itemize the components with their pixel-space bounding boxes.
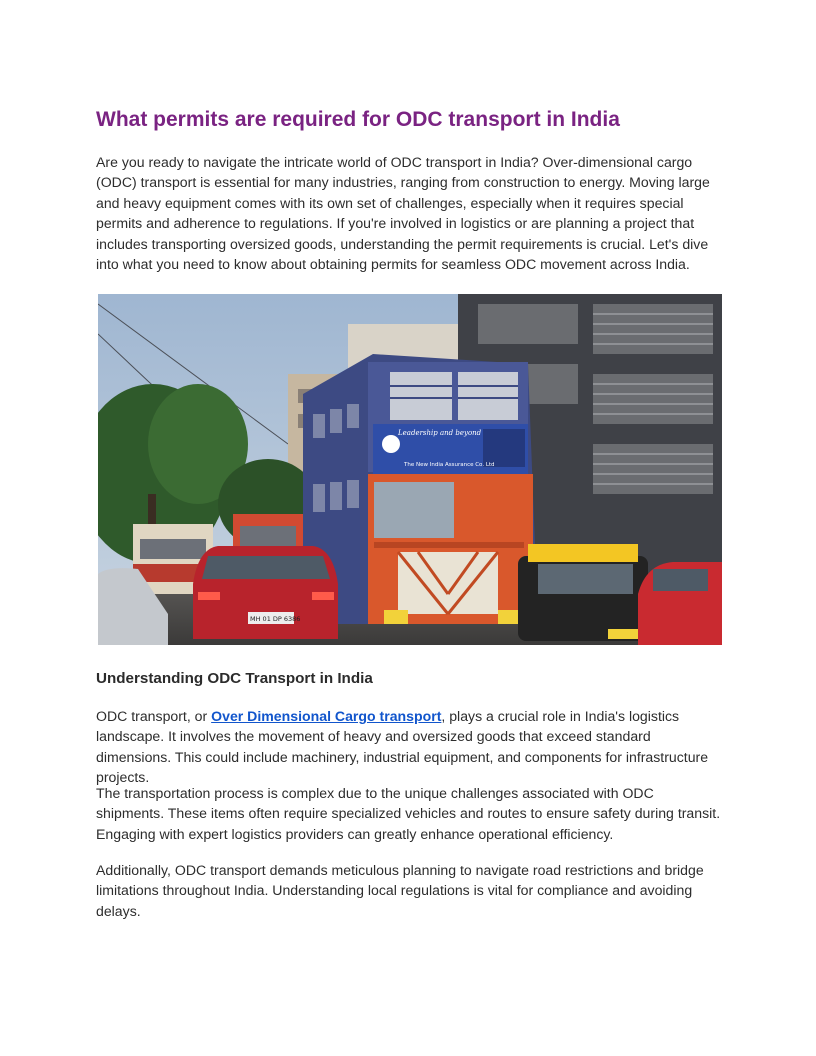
bus-banner-company: The New India Assurance Co. Ltd xyxy=(404,462,495,468)
p1-text-before: ODC transport, or xyxy=(96,708,212,724)
odc-transport-link[interactable]: Over Dimensional Cargo transport xyxy=(211,708,442,724)
section-paragraph-2: The transportation process is complex due to the unique challenges associated with ODC shipments. These items often require specialized vehicles and routes to ensure safety during transit. Engaging with expert logistics providers can greatly enhance operational efficiency. xyxy=(96,785,721,842)
taxi xyxy=(518,544,648,641)
bus-street-photo xyxy=(98,294,722,645)
section-heading: Understanding ODC Transport in India xyxy=(96,670,373,687)
car-license-plate: MH 01 DP 6386 xyxy=(250,615,301,623)
bus-banner-tagline: Leadership and beyond xyxy=(398,429,482,437)
double-decker-bus xyxy=(303,354,538,624)
red-car xyxy=(193,546,338,639)
section-paragraph-3: Additionally, ODC transport demands meticulous planning to navigate road restrictions and bridge limitations throughout India. Understanding local regulations is vital for compliance and avoiding delays. xyxy=(96,862,704,919)
p1-text-after: , plays a crucial role in India's logistics landscape. It involves the movement of heavy and oversized goods that exceed standard dimensions. This could include machinery, industrial equipment, and components for infrastructure projects. xyxy=(96,708,709,786)
section-paragraph-1 xyxy=(96,706,724,788)
page-title: What permits are required for ODC transport in India xyxy=(96,108,620,131)
intro-paragraph: Are you ready to navigate the intricate world of ODC transport in India? Over-dimensional cargo (ODC) transport is essential for many industries, ranging from construction to energy. Moving large and heavy equipment comes with its own set of challenges, especially when it requires special permits and adherence to regulations. If you're involved in logistics or are planning a project that includes transporting oversized goods, understanding the permit requirements is crucial. Let's dive into what you need to know about obtaining permits for seamless ODC movement across India. xyxy=(96,154,710,273)
